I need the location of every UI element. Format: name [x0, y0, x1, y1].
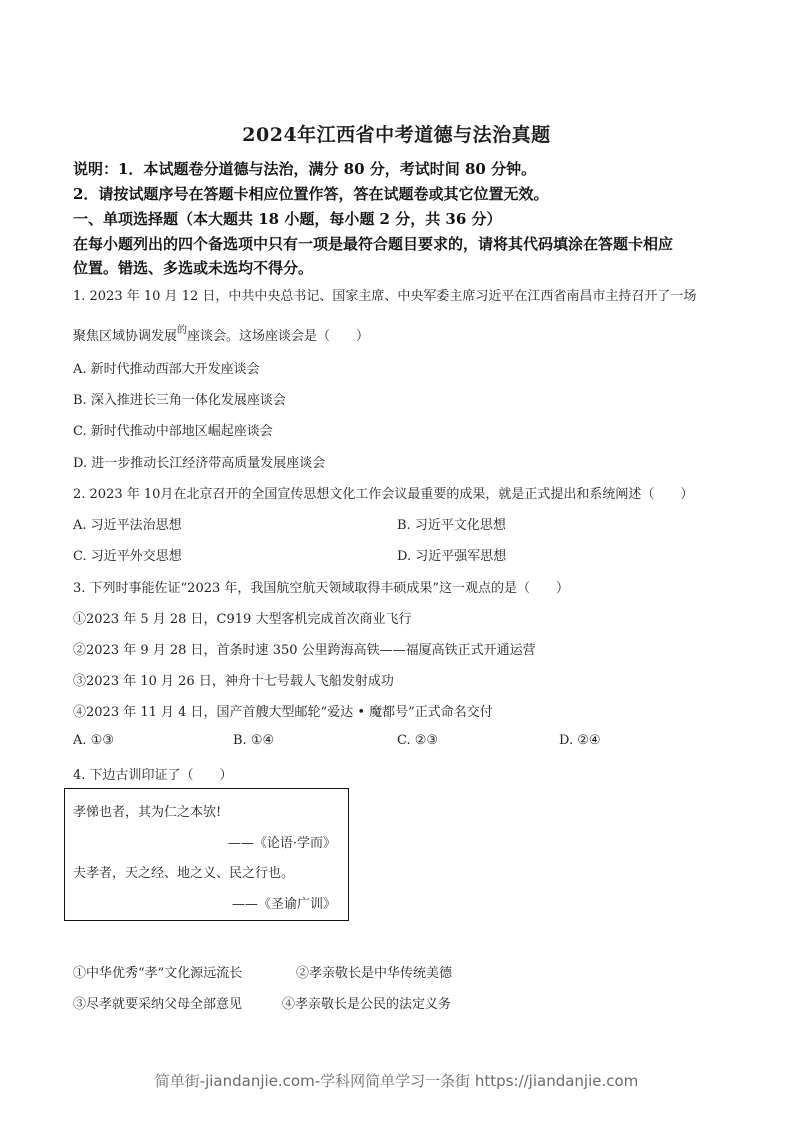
question-4-item-2: ②孝亲敬长是中华传统美德 — [296, 966, 453, 981]
question-3-stem: 3. 下列时事能佐证“2023 年，我国航空航天领域取得丰硕成果”这一观点的是（ ） — [73, 581, 570, 596]
section-description-1: 在每小题列出的四个备选项中只有一项是最符合题目要求的，请将其代码填涂在答题卡相应 — [73, 235, 674, 253]
question-1-stem-cont — [73, 325, 369, 344]
option-label: C. — [73, 424, 87, 439]
question-1-stem-superscript: 的 — [177, 325, 188, 336]
question-3-item-3: ③2023 年 10 月 26 日，神舟十七号载人飞船发射成功 — [73, 674, 394, 689]
option-label: D. — [73, 456, 88, 471]
option-label: A. — [73, 518, 87, 533]
question-3-item-2: ②2023 年 9 月 28 日，首条时速 350 公里跨海高铁——福厦高铁正式开通运营 — [73, 643, 536, 658]
question-3-option-d[interactable] — [559, 733, 601, 748]
option-text: 新时代推动西部大开发座谈会 — [90, 362, 260, 377]
question-2-stem: 2. 2023 年 10月在北京召开的全国宣传思想文化工作会议最重要的成果，就是正式提出和系统阐述（ ） — [73, 487, 694, 502]
option-text: 习近平强军思想 — [415, 549, 507, 564]
option-text: 习近平文化思想 — [414, 518, 506, 533]
option-text: ①④ — [250, 733, 275, 748]
option-text: 习近平外交思想 — [90, 549, 182, 564]
question-2-option-a[interactable] — [73, 514, 182, 533]
option-label: B. — [397, 518, 411, 533]
question-4-item-3: ③尽孝就要采纳父母全部意见 — [73, 997, 243, 1012]
question-2-option-c[interactable] — [73, 545, 182, 564]
question-4-stem: 4. 下边古训印证了（ ） — [73, 768, 233, 783]
option-label: C. — [397, 733, 411, 748]
option-text: ①③ — [90, 733, 114, 748]
question-1-option-d[interactable] — [73, 452, 325, 471]
question-3-option-c[interactable] — [397, 733, 438, 748]
option-text: 深入推进长三角一体化发展座谈会 — [90, 393, 286, 408]
option-text: 习近平法治思想 — [90, 518, 182, 533]
option-text: 新时代推动中部地区崛起座谈会 — [90, 424, 273, 439]
option-label: A. — [73, 362, 87, 377]
question-3-item-1: ①2023 年 5 月 28 日，C919 大型客机完成首次商业飞行 — [73, 612, 412, 627]
instruction-line-2: 2．请按试题序号在答题卡相应位置作答，答在试题卷或其它位置无效。 — [73, 185, 549, 203]
question-1-option-a[interactable] — [73, 358, 260, 377]
question-1-option-c[interactable] — [73, 420, 273, 439]
option-text: 进一步推动长江经济带高质量发展座谈会 — [91, 456, 326, 471]
question-3-option-b[interactable] — [233, 733, 274, 748]
question-1-option-b[interactable] — [73, 389, 286, 408]
option-label: D. — [397, 549, 412, 564]
question-3-option-a[interactable] — [73, 733, 114, 748]
section-header: 一、单项选择题（本大题共 18 小题，每小题 2 分，共 36 分） — [73, 210, 502, 228]
question-4-item-4: ④孝亲敬长是公民的法定义务 — [282, 997, 452, 1012]
option-label: D. — [559, 733, 574, 748]
option-label: B. — [73, 393, 87, 408]
quote-1-text: 孝悌也者，其为仁之本欤! — [73, 805, 222, 820]
question-4-item-1: ①中华优秀“孝”文化源远流长 — [73, 966, 243, 981]
question-1-stem-part-a: 聚焦区域协调发展 — [73, 329, 178, 344]
quote-2-source: ——《圣谕广训》 — [231, 897, 336, 912]
option-label: C. — [73, 549, 87, 564]
quote-1-source: ——《论语·学而》 — [227, 836, 336, 851]
question-3-item-4: ④2023 年 11 月 4 日，国产首艘大型邮轮“爱达 • 魔都号”正式命名交付 — [73, 705, 493, 720]
question-2-option-b[interactable] — [397, 514, 506, 533]
option-label: B. — [233, 733, 247, 748]
question-1-stem: 1. 2023 年 10 月 12 日，中共中央总书记、国家主席、中央军委主席习近平在江西省南昌市主持召开了一场 — [73, 289, 697, 304]
question-2-option-d[interactable] — [397, 545, 506, 564]
section-description-2: 位置。错选、多选或未选均不得分。 — [73, 259, 314, 277]
question-1-stem-part-b: 座谈会。这场座谈会是（ ） — [187, 329, 370, 344]
quote-2-text: 夫孝者，天之经、地之义、民之行也。 — [73, 866, 295, 881]
option-text: ②③ — [414, 733, 439, 748]
option-label: A. — [73, 733, 87, 748]
footer-watermark: 简单街-jiandanjie.com-学科网简单学习一条街 https://jiandanjie.com — [154, 1072, 639, 1090]
option-text: ②④ — [577, 733, 601, 748]
page-title: 2024年江西省中考道德与法治真题 — [242, 124, 551, 146]
instruction-line-1: 说明：1．本试题卷分道德与法治，满分 80 分，考试时间 80 分钟。 — [73, 160, 537, 178]
quote-box — [64, 788, 349, 921]
